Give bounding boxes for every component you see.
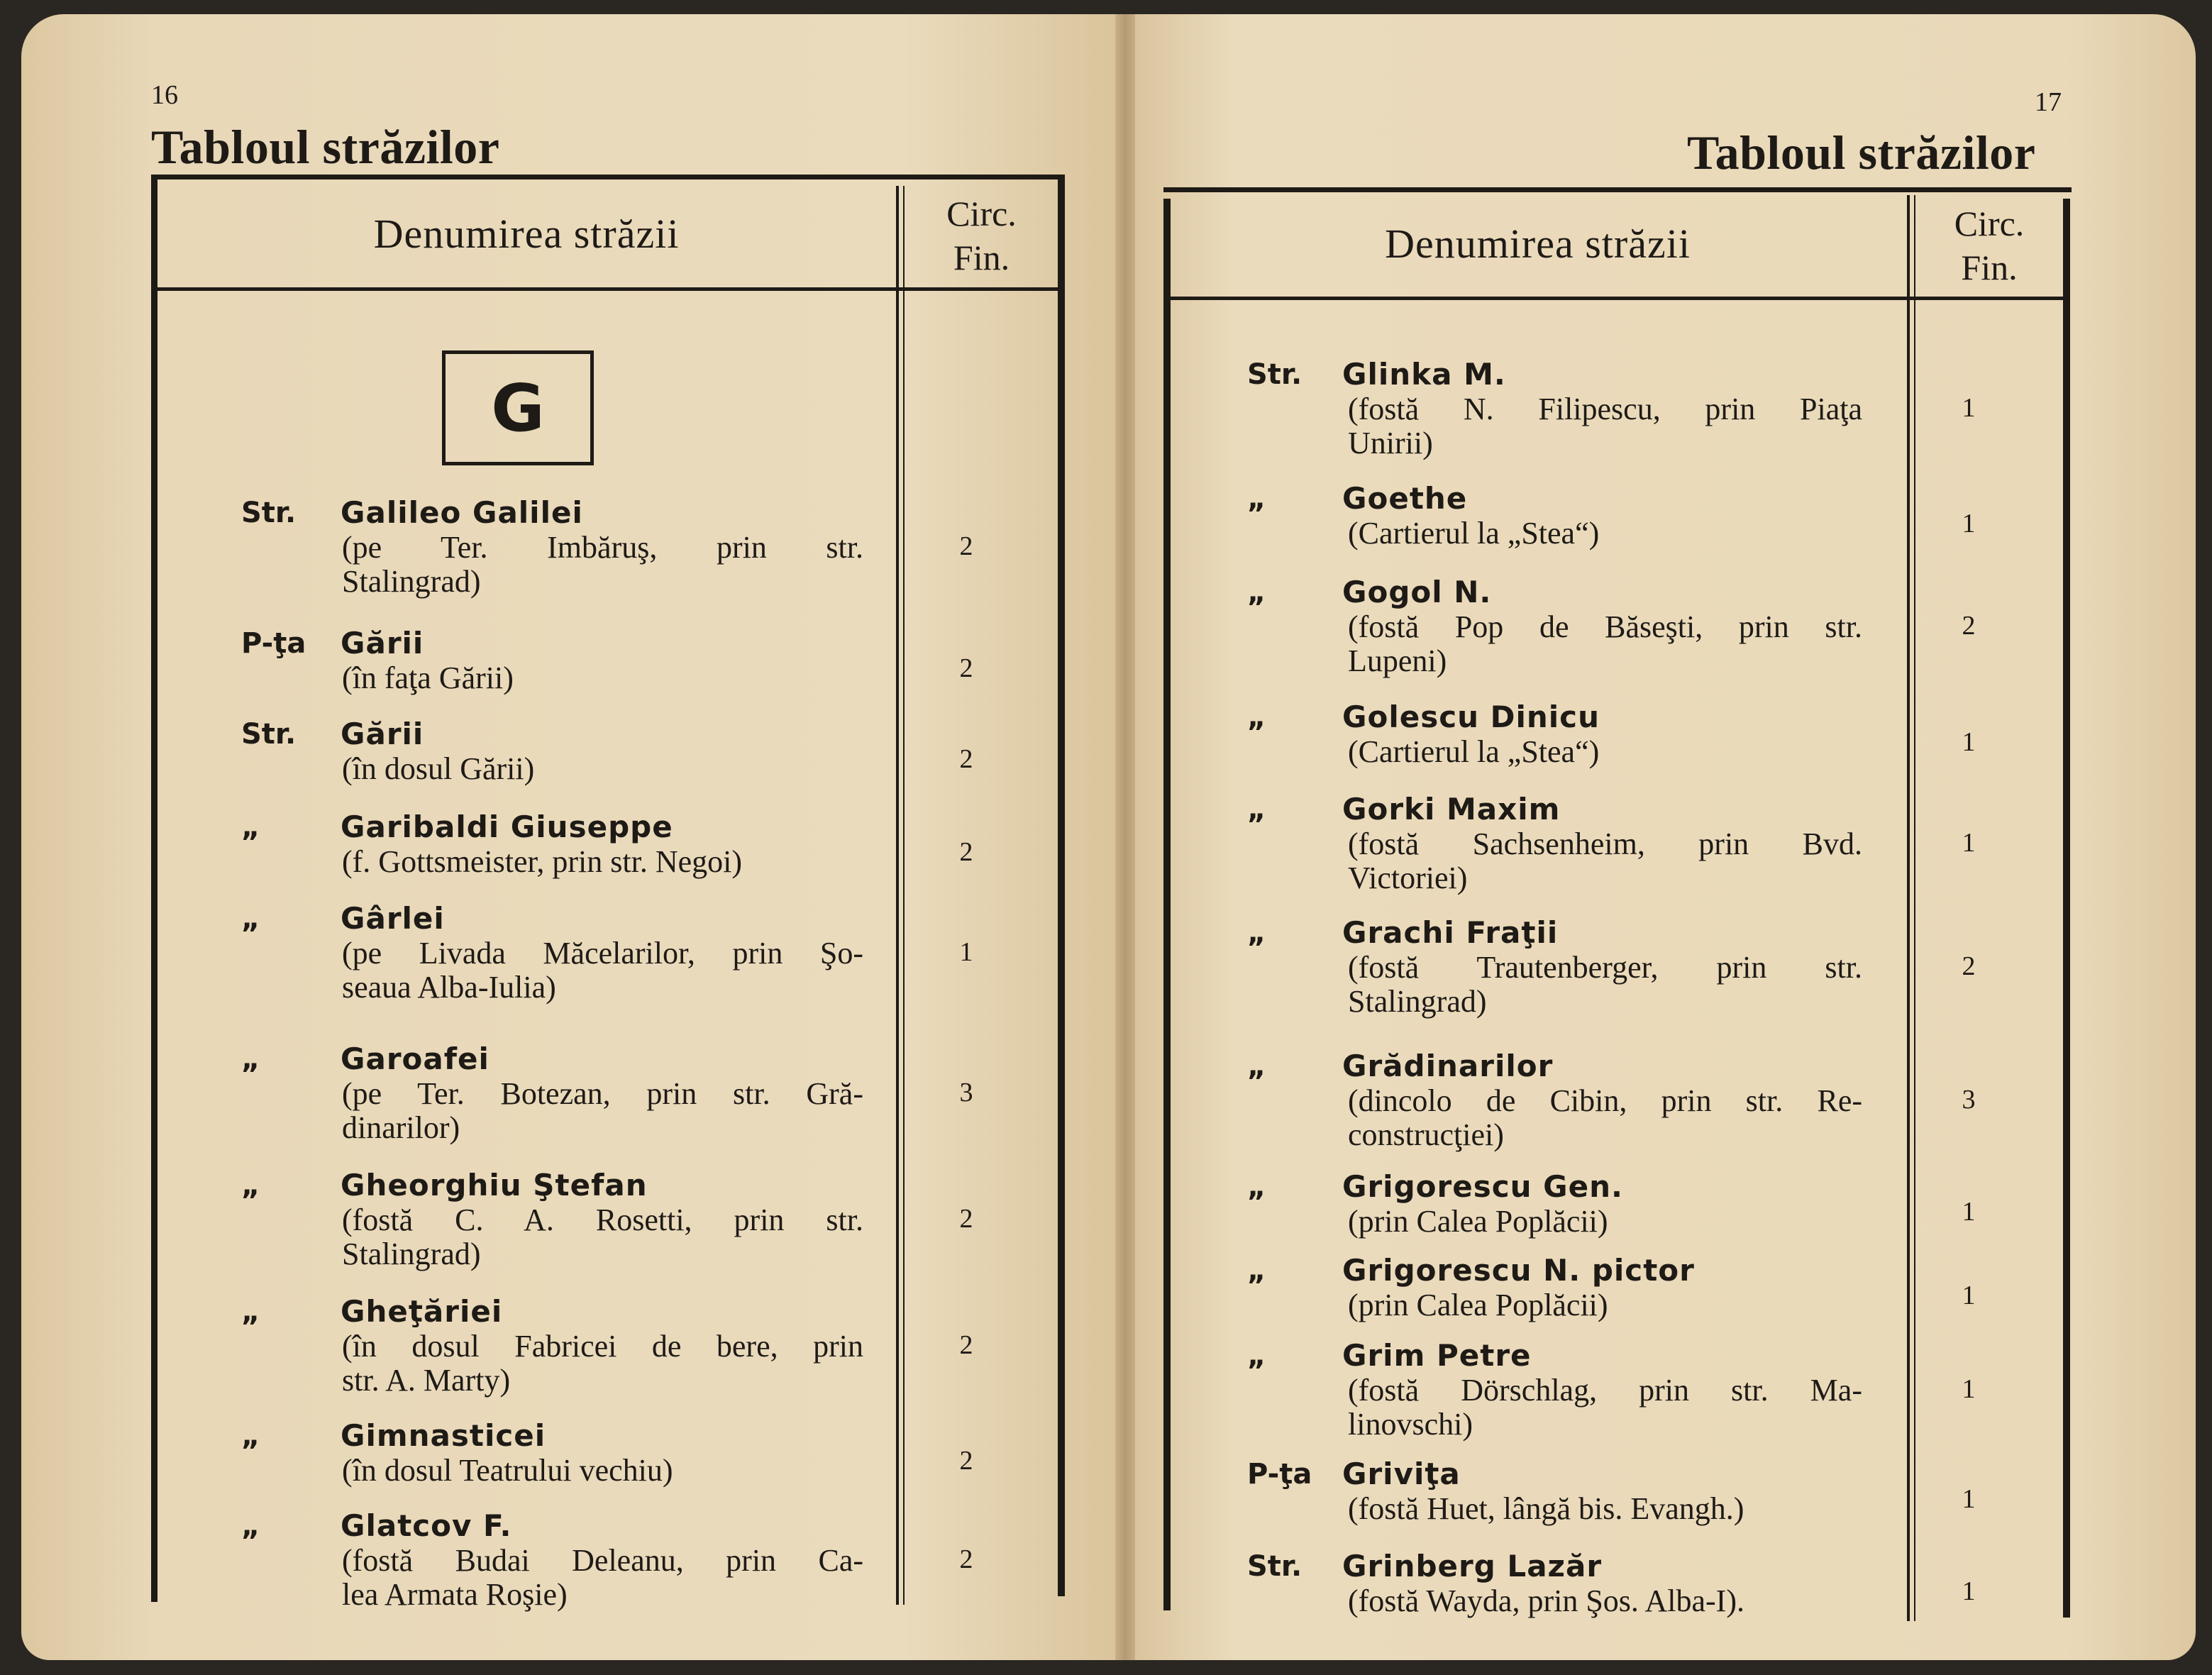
street-name: Grigorescu N. pictor xyxy=(1342,1253,1695,1288)
left-header-rule xyxy=(157,287,1058,291)
circ-number: 2 xyxy=(959,1446,973,1476)
entry-prefix: P-ţa xyxy=(241,627,306,660)
street-description-line: (fostă Budai Deleanu, prin Ca- xyxy=(342,1543,863,1578)
circ-number: 1 xyxy=(1962,393,1976,423)
street-description-line: Stalingrad) xyxy=(342,564,481,599)
street-name: Galileo Galilei xyxy=(341,495,583,530)
right-table-left-rule xyxy=(1163,199,1171,1610)
circ-number: 1 xyxy=(1962,509,1976,538)
entry-prefix: Str. xyxy=(241,497,297,529)
street-name: Golescu Dinicu xyxy=(1342,700,1600,734)
left-page-title: Tabloul străzilor xyxy=(151,120,500,174)
entry-prefix: „ xyxy=(1247,1339,1266,1372)
entry-prefix: P-ţa xyxy=(1247,1458,1312,1491)
street-description-line: dinarilor) xyxy=(342,1110,460,1145)
right-page-title: Tabloul străzilor xyxy=(1687,126,2036,179)
street-description-line: (fostă Huet, lângă bis. Evangh.) xyxy=(1348,1491,1744,1526)
right-column-divider xyxy=(1907,195,1910,1621)
circ-number: 1 xyxy=(1962,727,1976,757)
street-description-line: (prin Calea Poplăcii) xyxy=(1348,1288,1608,1322)
entry-prefix: „ xyxy=(1247,1050,1266,1083)
street-description-line: Stalingrad) xyxy=(342,1237,481,1271)
entry-prefix: „ xyxy=(1247,793,1266,826)
circ-number: 2 xyxy=(959,653,973,683)
section-letter-box xyxy=(442,350,594,465)
left-header-circ xyxy=(905,192,1058,280)
entry-prefix: Str. xyxy=(1247,1550,1303,1583)
street-description-line: Victoriei) xyxy=(1348,861,1468,895)
circ-number: 1 xyxy=(959,937,973,967)
book-gutter xyxy=(1115,14,1135,1660)
section-letter: G xyxy=(491,370,545,446)
street-description-line: (în dosul Fabricei de bere, prin xyxy=(342,1329,863,1364)
street-name: Garibaldi Giuseppe xyxy=(341,809,673,844)
street-description-line: (Cartierul la „Stea“) xyxy=(1348,734,1600,769)
circ-number: 2 xyxy=(1962,611,1976,641)
street-name: Goethe xyxy=(1342,481,1468,516)
street-description-line: (în dosul Gării) xyxy=(342,751,535,786)
street-description-line: (fostă N. Filipescu, prin Piaţa xyxy=(1348,392,1862,426)
street-name: Gârlei xyxy=(341,901,445,936)
street-name: Grim Petre xyxy=(1342,1338,1532,1373)
street-description-line: (fostă Sachsenheim, prin Bvd. xyxy=(1348,827,1862,861)
left-header-circ-line1: Circ. xyxy=(946,194,1017,233)
left-header-name: Denumirea străzii xyxy=(373,211,680,257)
entry-prefix: „ xyxy=(1247,1254,1266,1287)
right-header-circ-line1: Circ. xyxy=(1954,204,2025,243)
circ-number: 2 xyxy=(959,1204,973,1234)
circ-number: 2 xyxy=(959,744,973,774)
entry-prefix: „ xyxy=(241,1043,260,1076)
circ-number: 1 xyxy=(1962,828,1976,858)
street-description-line: construcţiei) xyxy=(1348,1117,1504,1152)
street-description-line: (fostă Trautenberger, prin str. xyxy=(1348,950,1862,985)
street-description-line: (prin Calea Poplăcii) xyxy=(1348,1204,1608,1239)
street-name: Gheorghiu Ştefan xyxy=(341,1168,648,1203)
street-name: Glatcov F. xyxy=(341,1508,512,1543)
left-table-top-rule xyxy=(151,175,1064,179)
entry-prefix: „ xyxy=(241,1510,260,1542)
left-column-divider-2 xyxy=(903,186,905,1605)
street-description-line: (pe Ter. Imbăruş, prin str. xyxy=(342,530,863,565)
street-description-line: (dincolo de Cibin, prin str. Re- xyxy=(1348,1083,1862,1118)
street-description-line: (fostă Dörschlag, prin str. Ma- xyxy=(1348,1373,1862,1408)
circ-number: 2 xyxy=(959,531,973,561)
circ-number: 2 xyxy=(959,1330,973,1360)
street-description-line: (f. Gottsmeister, prin str. Negoi) xyxy=(342,844,743,879)
entry-prefix: „ xyxy=(1247,701,1266,734)
circ-number: 2 xyxy=(959,837,973,867)
left-header-circ-line2: Fin. xyxy=(953,238,1010,277)
street-name: Grigorescu Gen. xyxy=(1342,1169,1623,1204)
street-name: Gogol N. xyxy=(1342,575,1492,609)
street-description-line: str. A. Marty) xyxy=(342,1363,511,1398)
street-description-line: (fostă C. A. Rosetti, prin str. xyxy=(342,1203,863,1237)
right-table-top-rule xyxy=(1163,187,2072,192)
left-column-divider xyxy=(896,186,899,1605)
right-header-circ-line2: Fin. xyxy=(1961,248,2018,287)
right-column-divider-2 xyxy=(1914,195,1915,1621)
entry-prefix: „ xyxy=(1247,482,1266,515)
street-description-line: (în faţa Gării) xyxy=(342,660,514,695)
street-description-line: Stalingrad) xyxy=(1348,984,1487,1019)
street-description-line: Lupeni) xyxy=(1348,643,1447,678)
entry-prefix: Str. xyxy=(1247,358,1303,391)
right-header-rule xyxy=(1171,297,2063,300)
street-description-line: (Cartierul la „Stea“) xyxy=(1348,516,1600,551)
street-description-line: Unirii) xyxy=(1348,426,1433,460)
right-table-right-rule xyxy=(2063,199,2070,1618)
entry-prefix: „ xyxy=(241,902,260,935)
street-name: Grachi Fraţii xyxy=(1342,915,1559,950)
entry-prefix: „ xyxy=(241,811,260,844)
street-name: Grădinarilor xyxy=(1342,1049,1554,1083)
entry-prefix: „ xyxy=(1247,1171,1266,1203)
street-description-line: (fostă Wayda, prin Şos. Alba-I). xyxy=(1348,1583,1744,1618)
left-page-number: 16 xyxy=(151,80,178,110)
circ-number: 1 xyxy=(1962,1197,1976,1227)
street-name: Grinberg Lazăr xyxy=(1342,1549,1603,1583)
street-description-line: linovschi) xyxy=(1348,1407,1473,1442)
street-description-line: (fostă Pop de Băseşti, prin str. xyxy=(1348,609,1862,644)
entry-prefix: „ xyxy=(241,1420,260,1452)
circ-number: 2 xyxy=(959,1544,973,1574)
entry-prefix: „ xyxy=(1247,576,1266,609)
street-name: Gării xyxy=(341,717,424,751)
circ-number: 1 xyxy=(1962,1374,1976,1404)
left-table-right-rule xyxy=(1058,175,1065,1596)
street-name: Gheţăriei xyxy=(341,1294,503,1329)
street-name: Gorki Maxim xyxy=(1342,792,1561,827)
street-name: Gimnasticei xyxy=(341,1418,546,1453)
circ-number: 3 xyxy=(1962,1085,1976,1115)
circ-number: 1 xyxy=(1962,1281,1976,1310)
right-header-name: Denumirea străzii xyxy=(1385,221,1691,267)
street-description-line: (pe Ter. Botezan, prin str. Gră- xyxy=(342,1076,863,1111)
entry-prefix: „ xyxy=(241,1295,260,1328)
street-description-line: (în dosul Teatrului vechiu) xyxy=(342,1453,673,1488)
street-description-line: (pe Livada Măcelarilor, prin Şo- xyxy=(342,936,863,971)
street-name: Gării xyxy=(341,626,424,660)
street-description-line: lea Armata Roşie) xyxy=(342,1577,568,1612)
street-description-line: seaua Alba-Iulia) xyxy=(342,970,556,1005)
entry-prefix: „ xyxy=(241,1169,260,1202)
left-table-left-rule xyxy=(151,175,157,1602)
right-page-number: 17 xyxy=(2035,87,2062,117)
entry-prefix: Str. xyxy=(241,718,297,751)
street-name: Griviţa xyxy=(1342,1456,1461,1491)
street-name: Garoafei xyxy=(341,1041,490,1076)
circ-number: 1 xyxy=(1962,1484,1976,1514)
street-name: Glinka M. xyxy=(1342,357,1506,392)
right-header-circ xyxy=(1915,201,2063,289)
circ-number: 1 xyxy=(1962,1576,1976,1606)
circ-number: 2 xyxy=(1962,951,1976,981)
circ-number: 3 xyxy=(959,1078,973,1107)
entry-prefix: „ xyxy=(1247,917,1266,949)
